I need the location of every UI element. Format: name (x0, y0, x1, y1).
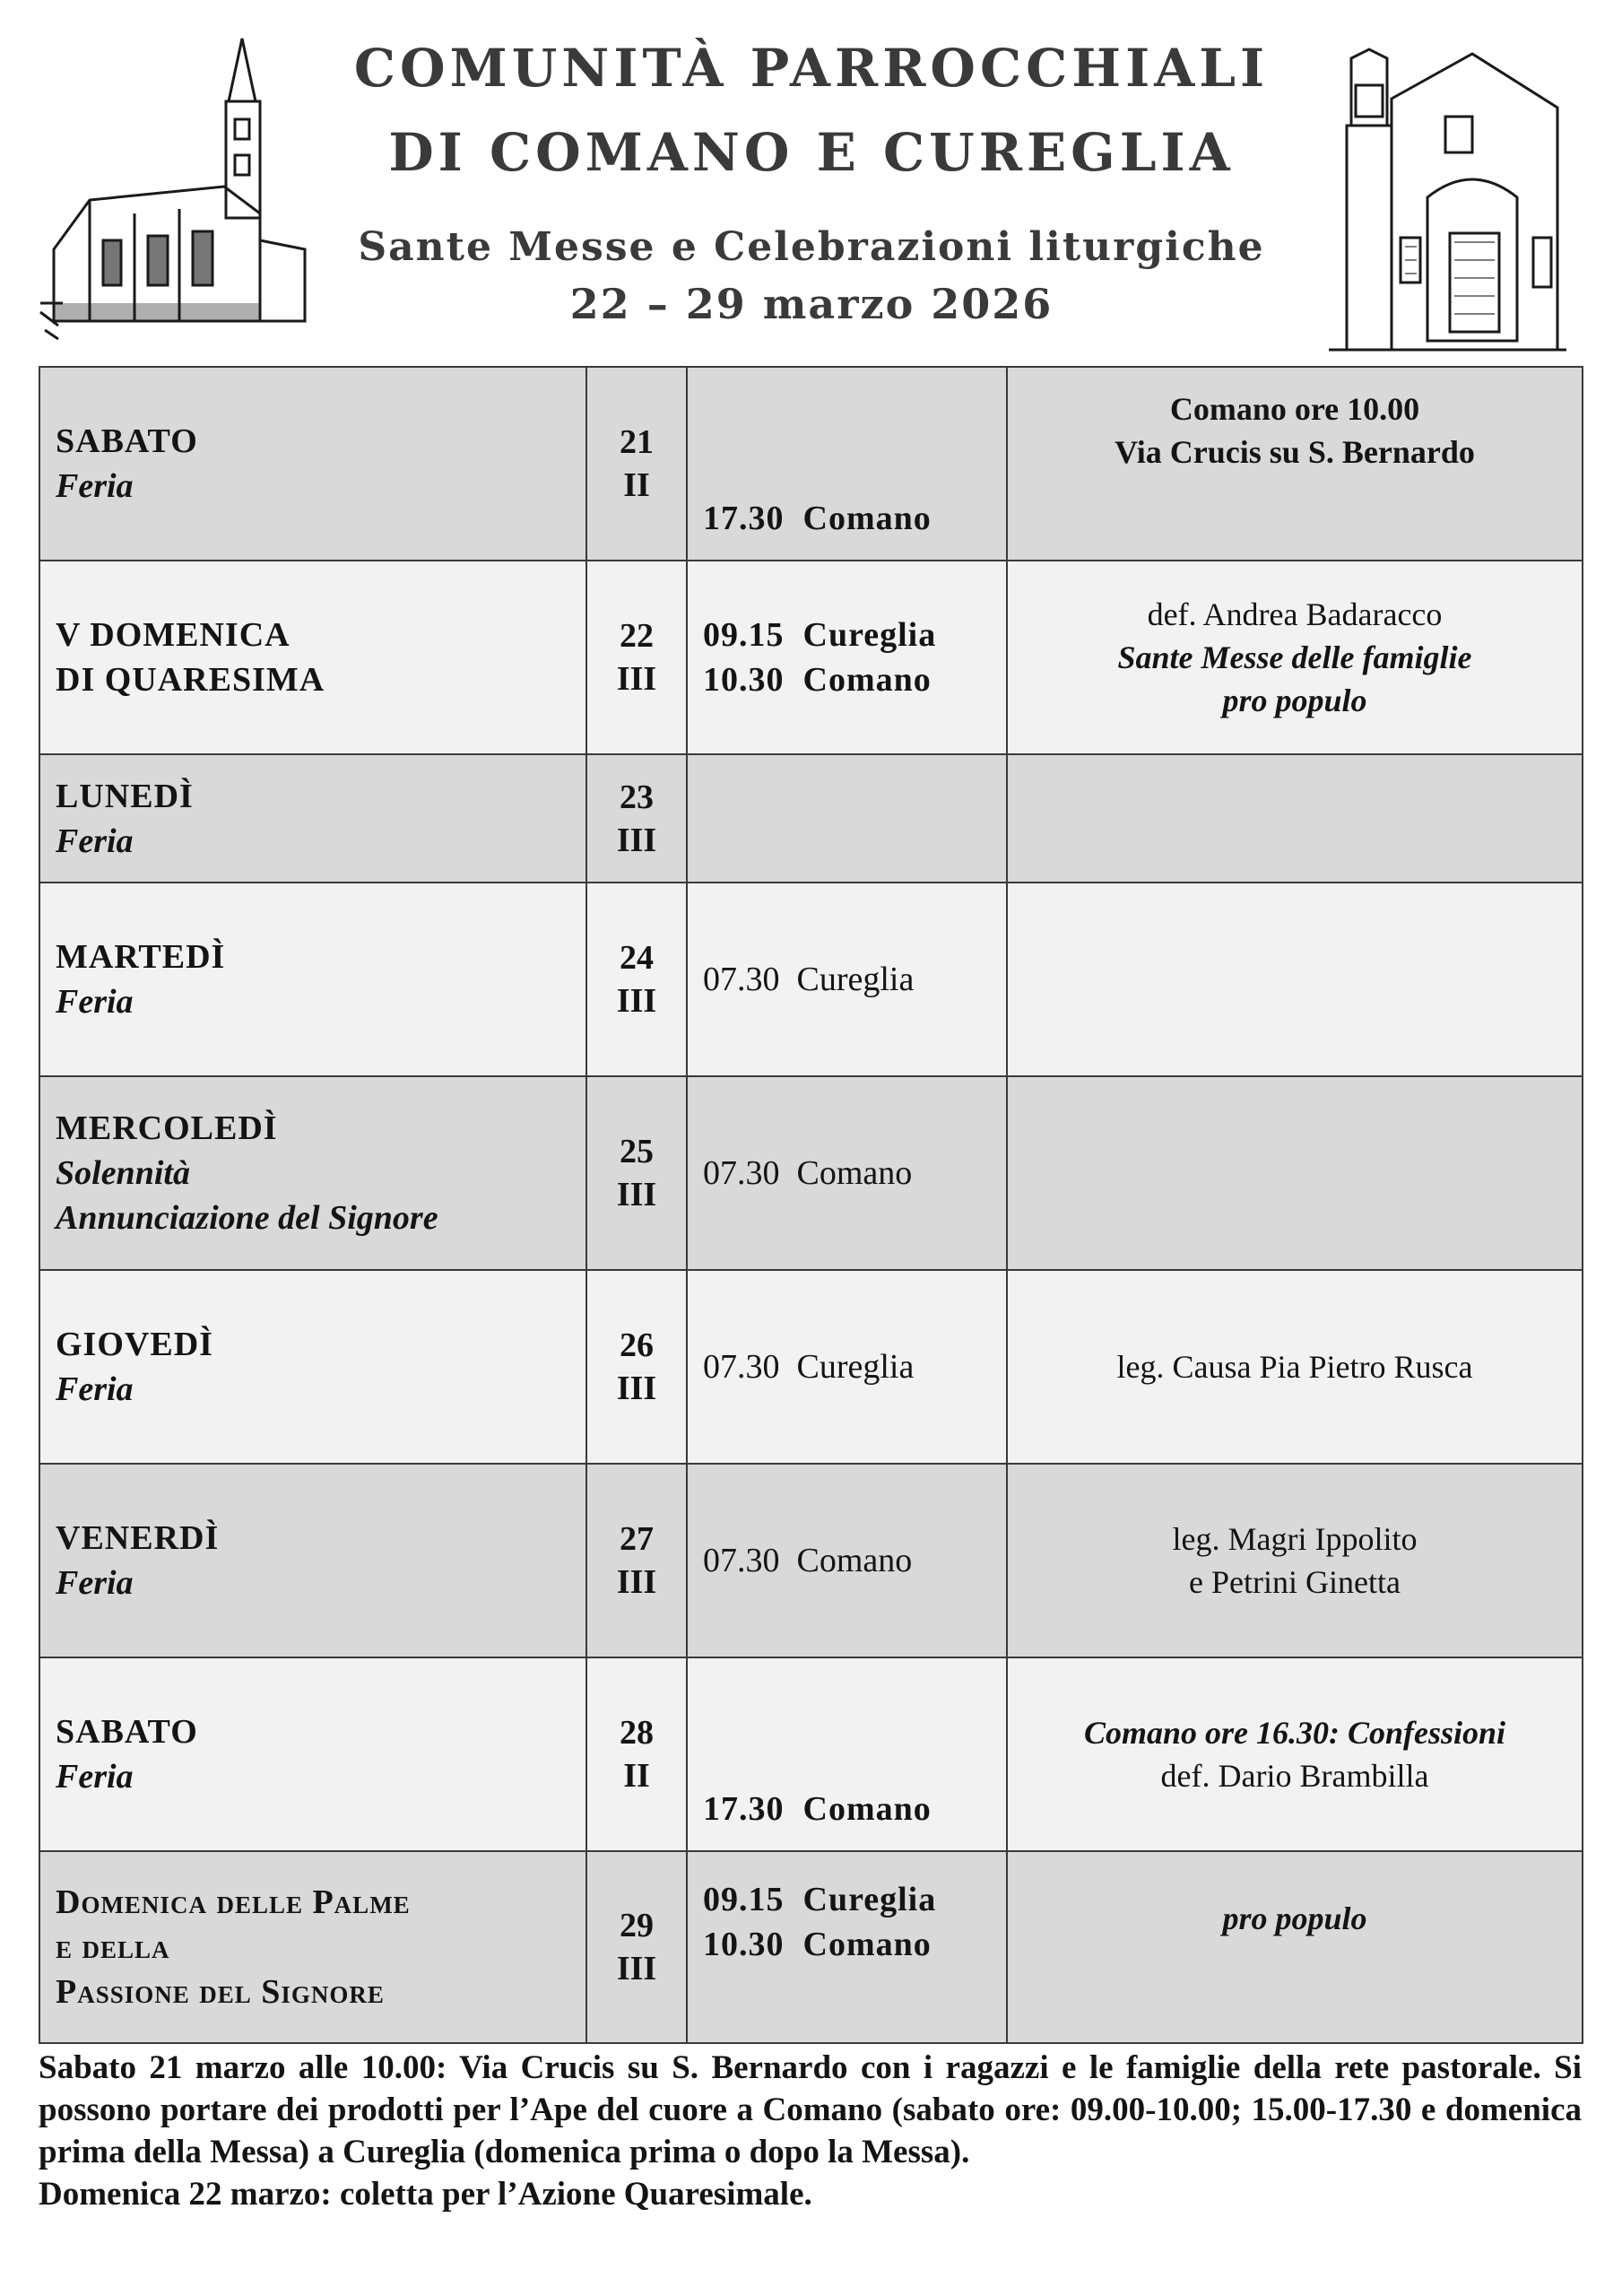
day-subtitle: Feria (56, 467, 134, 505)
mass-time: 17.30 Comano (703, 1790, 932, 1828)
time-cell (687, 754, 1007, 883)
footer-notice (39, 2047, 1582, 2215)
day-subtitle: Feria (56, 1758, 134, 1796)
day-subtitle: Feria (56, 1370, 134, 1408)
notes-cell (1007, 883, 1583, 1076)
date-cell (586, 367, 687, 561)
day-cell (39, 1657, 586, 1851)
mass-time: 10.30 Comano (703, 661, 932, 699)
notes-cell (1007, 1270, 1583, 1464)
day-number: 21 (620, 423, 654, 461)
notes-cell (1007, 367, 1583, 561)
date-cell (586, 1076, 687, 1270)
table-row (39, 883, 1583, 1076)
day-subtitle: Annunciazione del Signore (56, 1199, 438, 1237)
church-comano-sketch-icon (36, 34, 341, 348)
footer-collection-note: Domenica 22 marzo: coletta per l’Azione Quaresimale. (39, 2176, 812, 2213)
subtitle: Sante Messe e Celebrazioni liturgiche (358, 224, 1265, 270)
table-row (39, 367, 1583, 561)
day-number: 22 (620, 617, 654, 655)
table-row (39, 1851, 1583, 2043)
note-line: Comano ore 16.30: Confessioni (1083, 1715, 1506, 1751)
date-cell (586, 1851, 687, 2043)
date-cell (586, 1464, 687, 1657)
day-name: V DOMENICA (56, 616, 291, 654)
psalter-week: II (623, 466, 650, 504)
day-subtitle: Feria (56, 983, 134, 1021)
note-line: leg. Causa Pia Pietro Rusca (1116, 1349, 1473, 1385)
note-line: Comano ore 10.00 (1169, 391, 1420, 427)
psalter-week: III (616, 1176, 657, 1213)
day-name: LUNEDÌ (56, 777, 194, 815)
day-cell (39, 367, 586, 561)
day-name: MARTEDÌ (56, 938, 226, 976)
mass-time: 10.30 Comano (703, 1926, 932, 1963)
date-cell (586, 1657, 687, 1851)
psalter-week: III (616, 982, 657, 1020)
mass-schedule-table (39, 366, 1583, 2044)
psalter-week: III (616, 1950, 657, 1987)
note-line: def. Andrea Badaracco (1147, 596, 1443, 632)
time-cell (687, 1464, 1007, 1657)
day-cell (39, 1270, 586, 1464)
psalter-week: III (616, 1563, 657, 1601)
day-cell (39, 1076, 586, 1270)
notes-cell (1007, 1076, 1583, 1270)
day-name-line-2: e della (56, 1928, 170, 1966)
table-row (39, 561, 1583, 754)
note-line: pro populo (1222, 1900, 1367, 1936)
psalter-week: III (616, 821, 657, 859)
table-row (39, 1657, 1583, 1851)
day-name: SABATO (56, 1713, 198, 1751)
day-cell (39, 754, 586, 883)
day-subtitle: Feria (56, 822, 134, 860)
table-row (39, 1464, 1583, 1657)
mass-time: 07.30 Cureglia (703, 961, 915, 998)
day-name: MERCOLEDÌ (56, 1109, 278, 1147)
day-number: 27 (620, 1520, 654, 1558)
time-cell (687, 1076, 1007, 1270)
day-cell (39, 561, 586, 754)
date-cell (586, 754, 687, 883)
time-cell (687, 1270, 1007, 1464)
note-line: leg. Magri Ippolito (1172, 1521, 1418, 1557)
day-subtitle: Feria (56, 1564, 134, 1602)
mass-time: 07.30 Comano (703, 1542, 913, 1579)
note-line: def. Dario Brambilla (1160, 1758, 1429, 1794)
day-number: 25 (620, 1133, 654, 1170)
day-subtitle: Solennità (56, 1154, 190, 1192)
note-line: Sante Messe delle famiglie (1117, 639, 1472, 675)
day-number: 24 (620, 939, 654, 977)
psalter-week: III (616, 1370, 657, 1407)
date-cell (586, 883, 687, 1076)
notes-cell (1007, 1657, 1583, 1851)
note-line: pro populo (1222, 683, 1367, 718)
notes-cell (1007, 1851, 1583, 2043)
time-cell (687, 1851, 1007, 2043)
note-line: Via Crucis su S. Bernardo (1115, 434, 1475, 470)
day-cell (39, 883, 586, 1076)
day-name-line-3: Passione del Signore (56, 1973, 385, 2011)
mass-time: 17.30 Comano (703, 500, 932, 537)
notes-cell (1007, 561, 1583, 754)
time-cell (687, 561, 1007, 754)
date-range: 22 – 29 marzo 2026 (569, 280, 1054, 328)
time-cell (687, 1657, 1007, 1851)
day-name: GIOVEDÌ (56, 1326, 213, 1363)
day-name: SABATO (56, 422, 198, 460)
table-row (39, 1076, 1583, 1270)
day-name-line-2: DI QUARESIMA (56, 661, 325, 699)
time-cell (687, 883, 1007, 1076)
day-number: 26 (620, 1326, 654, 1364)
title-line-1: COMUNITÀ PARROCCHIALI (353, 38, 1270, 99)
day-name: Domenica delle Palme (56, 1883, 411, 1921)
mass-time: 07.30 Comano (703, 1154, 913, 1192)
note-line: e Petrini Ginetta (1189, 1564, 1401, 1600)
date-cell (586, 561, 687, 754)
notes-cell (1007, 754, 1583, 883)
day-name: VENERDÌ (56, 1519, 220, 1557)
day-number: 23 (620, 778, 654, 816)
title-line-2: DI COMANO E CUREGLIA (388, 122, 1235, 183)
time-cell (687, 367, 1007, 561)
mass-time: 09.15 Cureglia (703, 616, 937, 654)
footer-announcement: Sabato 21 marzo alle 10.00: Via Crucis su S. Bernardo con i ragazzi e le famiglie della rete pastorale. Si possono portare dei prodotti per l’Ape del cuore a Comano (sabato ore: 09.00-10.00; 15.00-17.30 e domenica prima della Messa) a Cureglia (domenica prima o dopo la Messa). (39, 2049, 1582, 2170)
psalter-week: III (616, 660, 657, 698)
table-row (39, 754, 1583, 883)
table-row (39, 1270, 1583, 1464)
mass-time: 07.30 Cureglia (703, 1348, 915, 1386)
notes-cell (1007, 1464, 1583, 1657)
page-header (0, 0, 1622, 363)
day-number: 28 (620, 1714, 654, 1752)
day-cell (39, 1851, 586, 2043)
church-cureglia-sketch-icon (1329, 45, 1566, 354)
date-cell (586, 1270, 687, 1464)
mass-time: 09.15 Cureglia (703, 1881, 937, 1918)
day-number: 29 (620, 1907, 654, 1944)
psalter-week: II (623, 1757, 650, 1795)
day-cell (39, 1464, 586, 1657)
